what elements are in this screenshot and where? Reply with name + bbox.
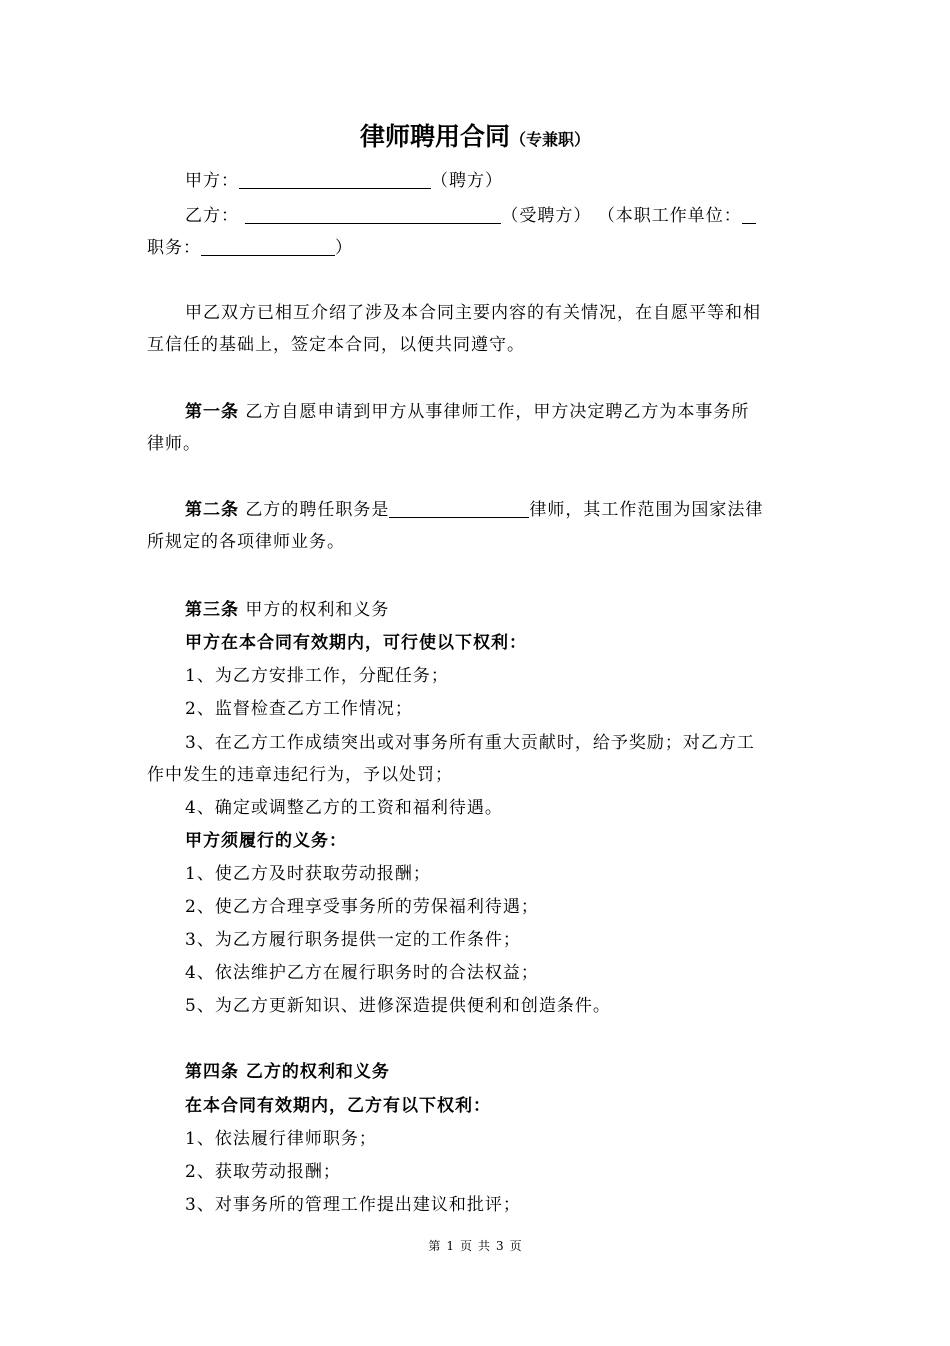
article-3-duty-5: 5、为乙方更新知识、进修深造提供便利和创造条件。 <box>185 996 611 1016</box>
document-title: 律师聘用合同（专兼职） <box>359 122 591 151</box>
article-3-right-4: 4、确定或调整乙方的工资和福利待遇。 <box>185 798 503 818</box>
party-a-line: 甲方： （聘方） <box>185 171 503 191</box>
party-b-line: 乙方： （受聘方） （本职工作单位： <box>185 201 756 226</box>
article-4-right-1: 1、依法履行律师职务； <box>185 1129 377 1149</box>
article-3-right-1: 1、为乙方安排工作，分配任务； <box>185 666 449 686</box>
article-3-title-line: 第三条 甲方的权利和义务 <box>185 600 390 620</box>
article-4-title-line: 第四条 乙方的权利和义务 <box>185 1062 390 1082</box>
article-3-duty-4: 4、依法维护乙方在履行职务时的合法权益； <box>185 963 539 983</box>
title-subtitle: （专兼职） <box>510 130 591 149</box>
article-2-line-2: 所规定的各项律师业务。 <box>147 532 345 552</box>
article-3-right-3b: 作中发生的违章违纪行为，予以处罚； <box>147 765 453 785</box>
article-3-rights-heading: 甲方在本合同有效期内，可行使以下权利： <box>185 633 527 653</box>
post-blank <box>201 237 335 256</box>
article-3-right-2: 2、监督检查乙方工作情况； <box>185 699 413 719</box>
article-3-right-3a: 3、在乙方工作成绩突出或对事务所有重大贡献时，给予奖励；对乙方工 <box>185 733 755 753</box>
intro-line-2: 互信任的基础上，签定本合同，以便共同遵守。 <box>147 335 525 355</box>
page-total: 3 <box>496 1239 504 1253</box>
intro-line-1: 甲乙双方已相互介绍了涉及本合同主要内容的有关情况，在自愿平等和相 <box>185 303 761 323</box>
article-4-right-3: 3、对事务所的管理工作提出建议和批评； <box>185 1195 521 1215</box>
article-2-blank <box>389 499 529 518</box>
article-3-duty-3: 3、为乙方履行职务提供一定的工作条件； <box>185 930 521 950</box>
party-b-blank <box>245 205 501 224</box>
page-number: 1 <box>446 1239 454 1253</box>
page-footer: 第 1 页 共 3 页 <box>428 1239 522 1253</box>
party-b-post-line: 职务： ） <box>147 238 353 258</box>
article-3-duty-1: 1、使乙方及时获取劳动报酬； <box>185 864 431 884</box>
article-3-heading: 第三条 <box>185 600 239 620</box>
unit-blank <box>742 205 756 224</box>
party-a-blank <box>239 170 431 189</box>
article-4-right-2: 2、获取劳动报酬； <box>185 1162 341 1182</box>
article-3-duty-2: 2、使乙方合理享受事务所的劳保福利待遇； <box>185 897 539 917</box>
article-2-heading: 第二条 <box>185 500 239 520</box>
article-1-line-2: 律师。 <box>147 434 201 454</box>
article-4-heading: 第四条 <box>185 1062 239 1082</box>
article-4-rights-heading: 在本合同有效期内，乙方有以下权利： <box>185 1096 491 1116</box>
article-1-heading: 第一条 <box>185 402 239 422</box>
article-1-line-1: 第一条 乙方自愿申请到甲方从事律师工作，甲方决定聘乙方为本事务所 <box>185 402 750 422</box>
article-3-duties-heading: 甲方须履行的义务： <box>185 831 347 851</box>
article-2-line-1: 第二条 乙方的聘任职务是 律师，其工作范围为国家法律 <box>185 500 764 520</box>
